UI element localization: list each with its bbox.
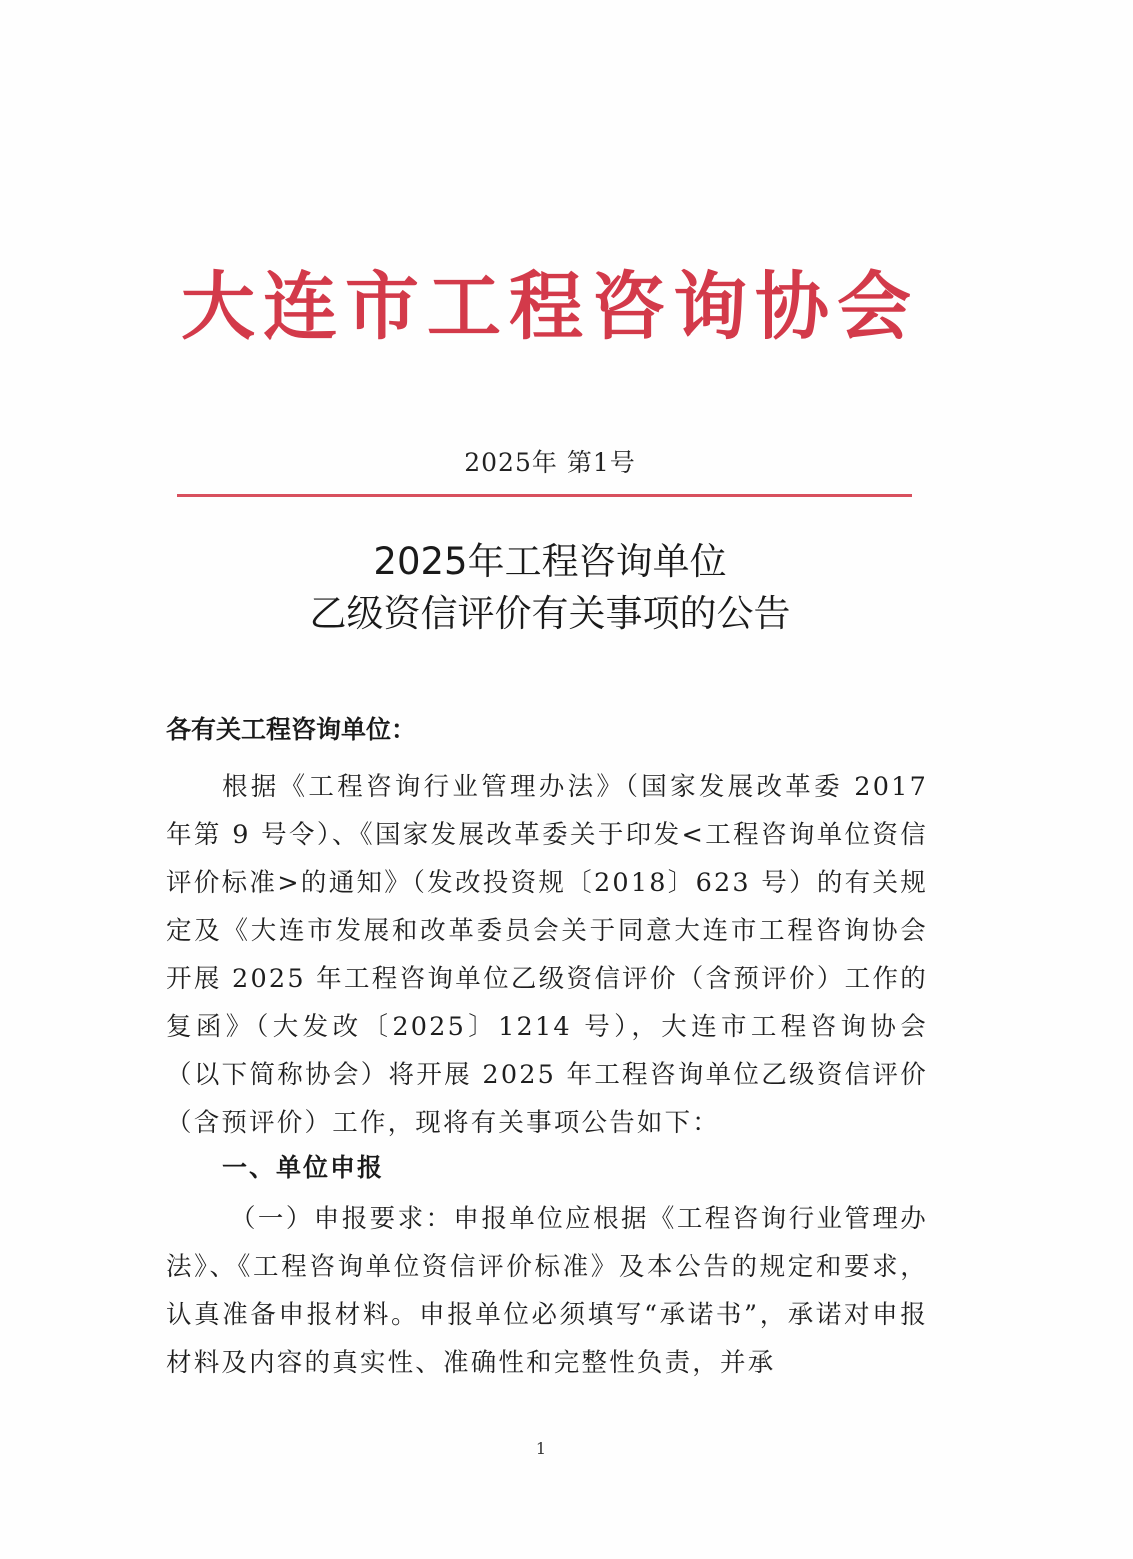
section-heading-1: 一、单位申报	[222, 1153, 385, 1182]
title-line-1: 2025年工程咨询单位	[373, 540, 727, 583]
salutation: 各有关工程咨询单位：	[166, 715, 417, 744]
organization-header: 大连市工程咨询协会	[181, 264, 919, 350]
body-paragraph-1: 根据《工程咨询行业管理办法》（国家发展改革委 2017年第 9 号令）、《国家发展改革委关于印发<工程咨询单位资信评价标准>的通知》（发改投资规〔2018〕623 号）的有关规定及《大连市发展和改革委员会关于同意大连市工程咨询协会开展 2025 年工程咨询单位乙级资信评价（含预评价）工作的复函》（大发改〔2025〕1214 号），大连市工程咨询协会（以下简称协会）将开展 2025 年工程咨询单位乙级资信评价（含预评价）工作，现将有关事项公告如下：	[166, 772, 928, 1138]
document-number: 2025年 第1号	[464, 448, 636, 477]
document-title	[160, 536, 940, 640]
body-paragraph-2: （一）申报要求：申报单位应根据《工程咨询行业管理办法》、《工程咨询单位资信评价标准》及本公告的规定和要求，认真准备申报材料。申报单位必须填写“承诺书”，承诺对申报材料及内容的真实性、准确性和完整性负责，并承	[166, 1204, 928, 1378]
page-number: 1	[535, 1439, 547, 1458]
title-line-2: 乙级资信评价有关事项的公告	[309, 592, 791, 635]
red-divider-line	[177, 494, 912, 497]
